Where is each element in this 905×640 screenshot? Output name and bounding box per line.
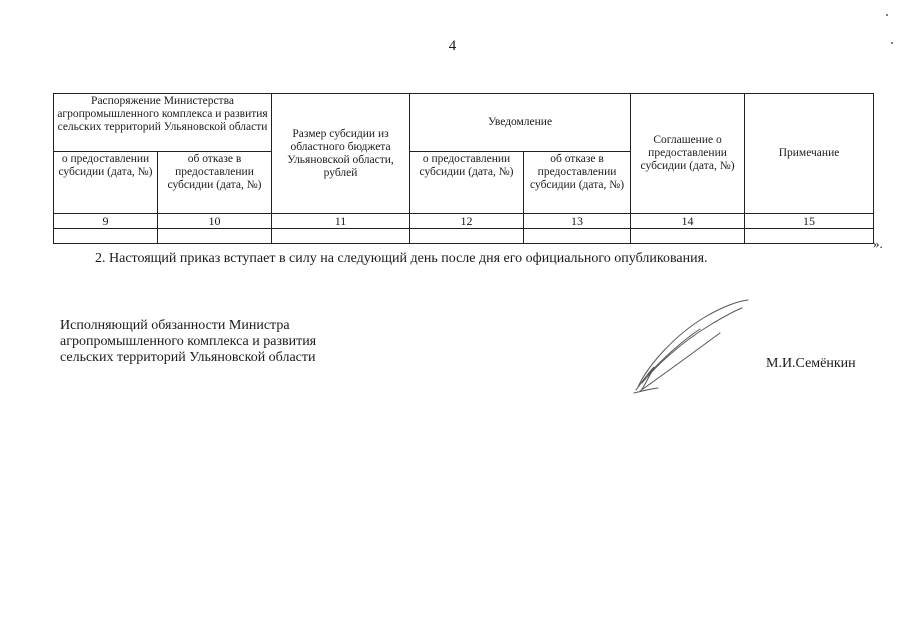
column-number: 14 xyxy=(631,214,745,229)
signer-title-line: сельских территорий Ульяновской области xyxy=(60,350,316,365)
column-number: 13 xyxy=(524,214,631,229)
table-cell xyxy=(410,229,524,244)
table-cell xyxy=(631,229,745,244)
table-cell xyxy=(524,229,631,244)
column-number: 9 xyxy=(54,214,158,229)
table-cell xyxy=(745,229,874,244)
header-agreement: Соглашение о предоставлении субсидии (дата, №) xyxy=(631,94,745,214)
closing-quote: ». xyxy=(873,236,883,251)
paragraph-2: 2. Настоящий приказ вступает в силу на следующий день после дня его официального опубликования. xyxy=(95,251,708,266)
handwritten-signature xyxy=(630,295,760,395)
header-subsidy-amount: Размер субсидии из областного бюджета Ульяновской области, рублей xyxy=(272,94,410,214)
table-row-empty xyxy=(54,229,874,244)
page-number: 4 xyxy=(448,38,457,54)
column-number: 10 xyxy=(158,214,272,229)
header-order-refusal: об отказе в предоставлении субсидии (дата, №) xyxy=(158,152,272,214)
column-numbers-row xyxy=(54,214,874,229)
scan-speck xyxy=(891,42,893,44)
signer-name: М.И.Семёнкин xyxy=(766,356,856,371)
header-order-grant: о предоставлении субсидии (дата, №) xyxy=(54,152,158,214)
column-number: 11 xyxy=(272,214,410,229)
table-cell xyxy=(158,229,272,244)
table-cell xyxy=(54,229,158,244)
column-number: 12 xyxy=(410,214,524,229)
scan-speck xyxy=(886,14,888,16)
header-order: Распоряжение Министерства агропромышленного комплекса и развития сельских территорий Ульяновской области xyxy=(54,94,272,152)
header-notice-grant: о предоставлении субсидии (дата, №) xyxy=(410,152,524,214)
subsidy-register-table-wrap xyxy=(53,93,873,244)
signer-title-line: Исполняющий обязанности Министра xyxy=(60,318,290,333)
header-notice: Уведомление xyxy=(410,94,631,152)
signer-title xyxy=(60,318,380,366)
header-notice-refusal: об отказе в предоставлении субсидии (дата, №) xyxy=(524,152,631,214)
subsidy-register-table xyxy=(53,93,874,244)
signer-title-line: агропромышленного комплекса и развития xyxy=(60,334,317,349)
table-cell xyxy=(272,229,410,244)
header-note: Примечание xyxy=(745,94,874,214)
column-number: 15 xyxy=(745,214,874,229)
